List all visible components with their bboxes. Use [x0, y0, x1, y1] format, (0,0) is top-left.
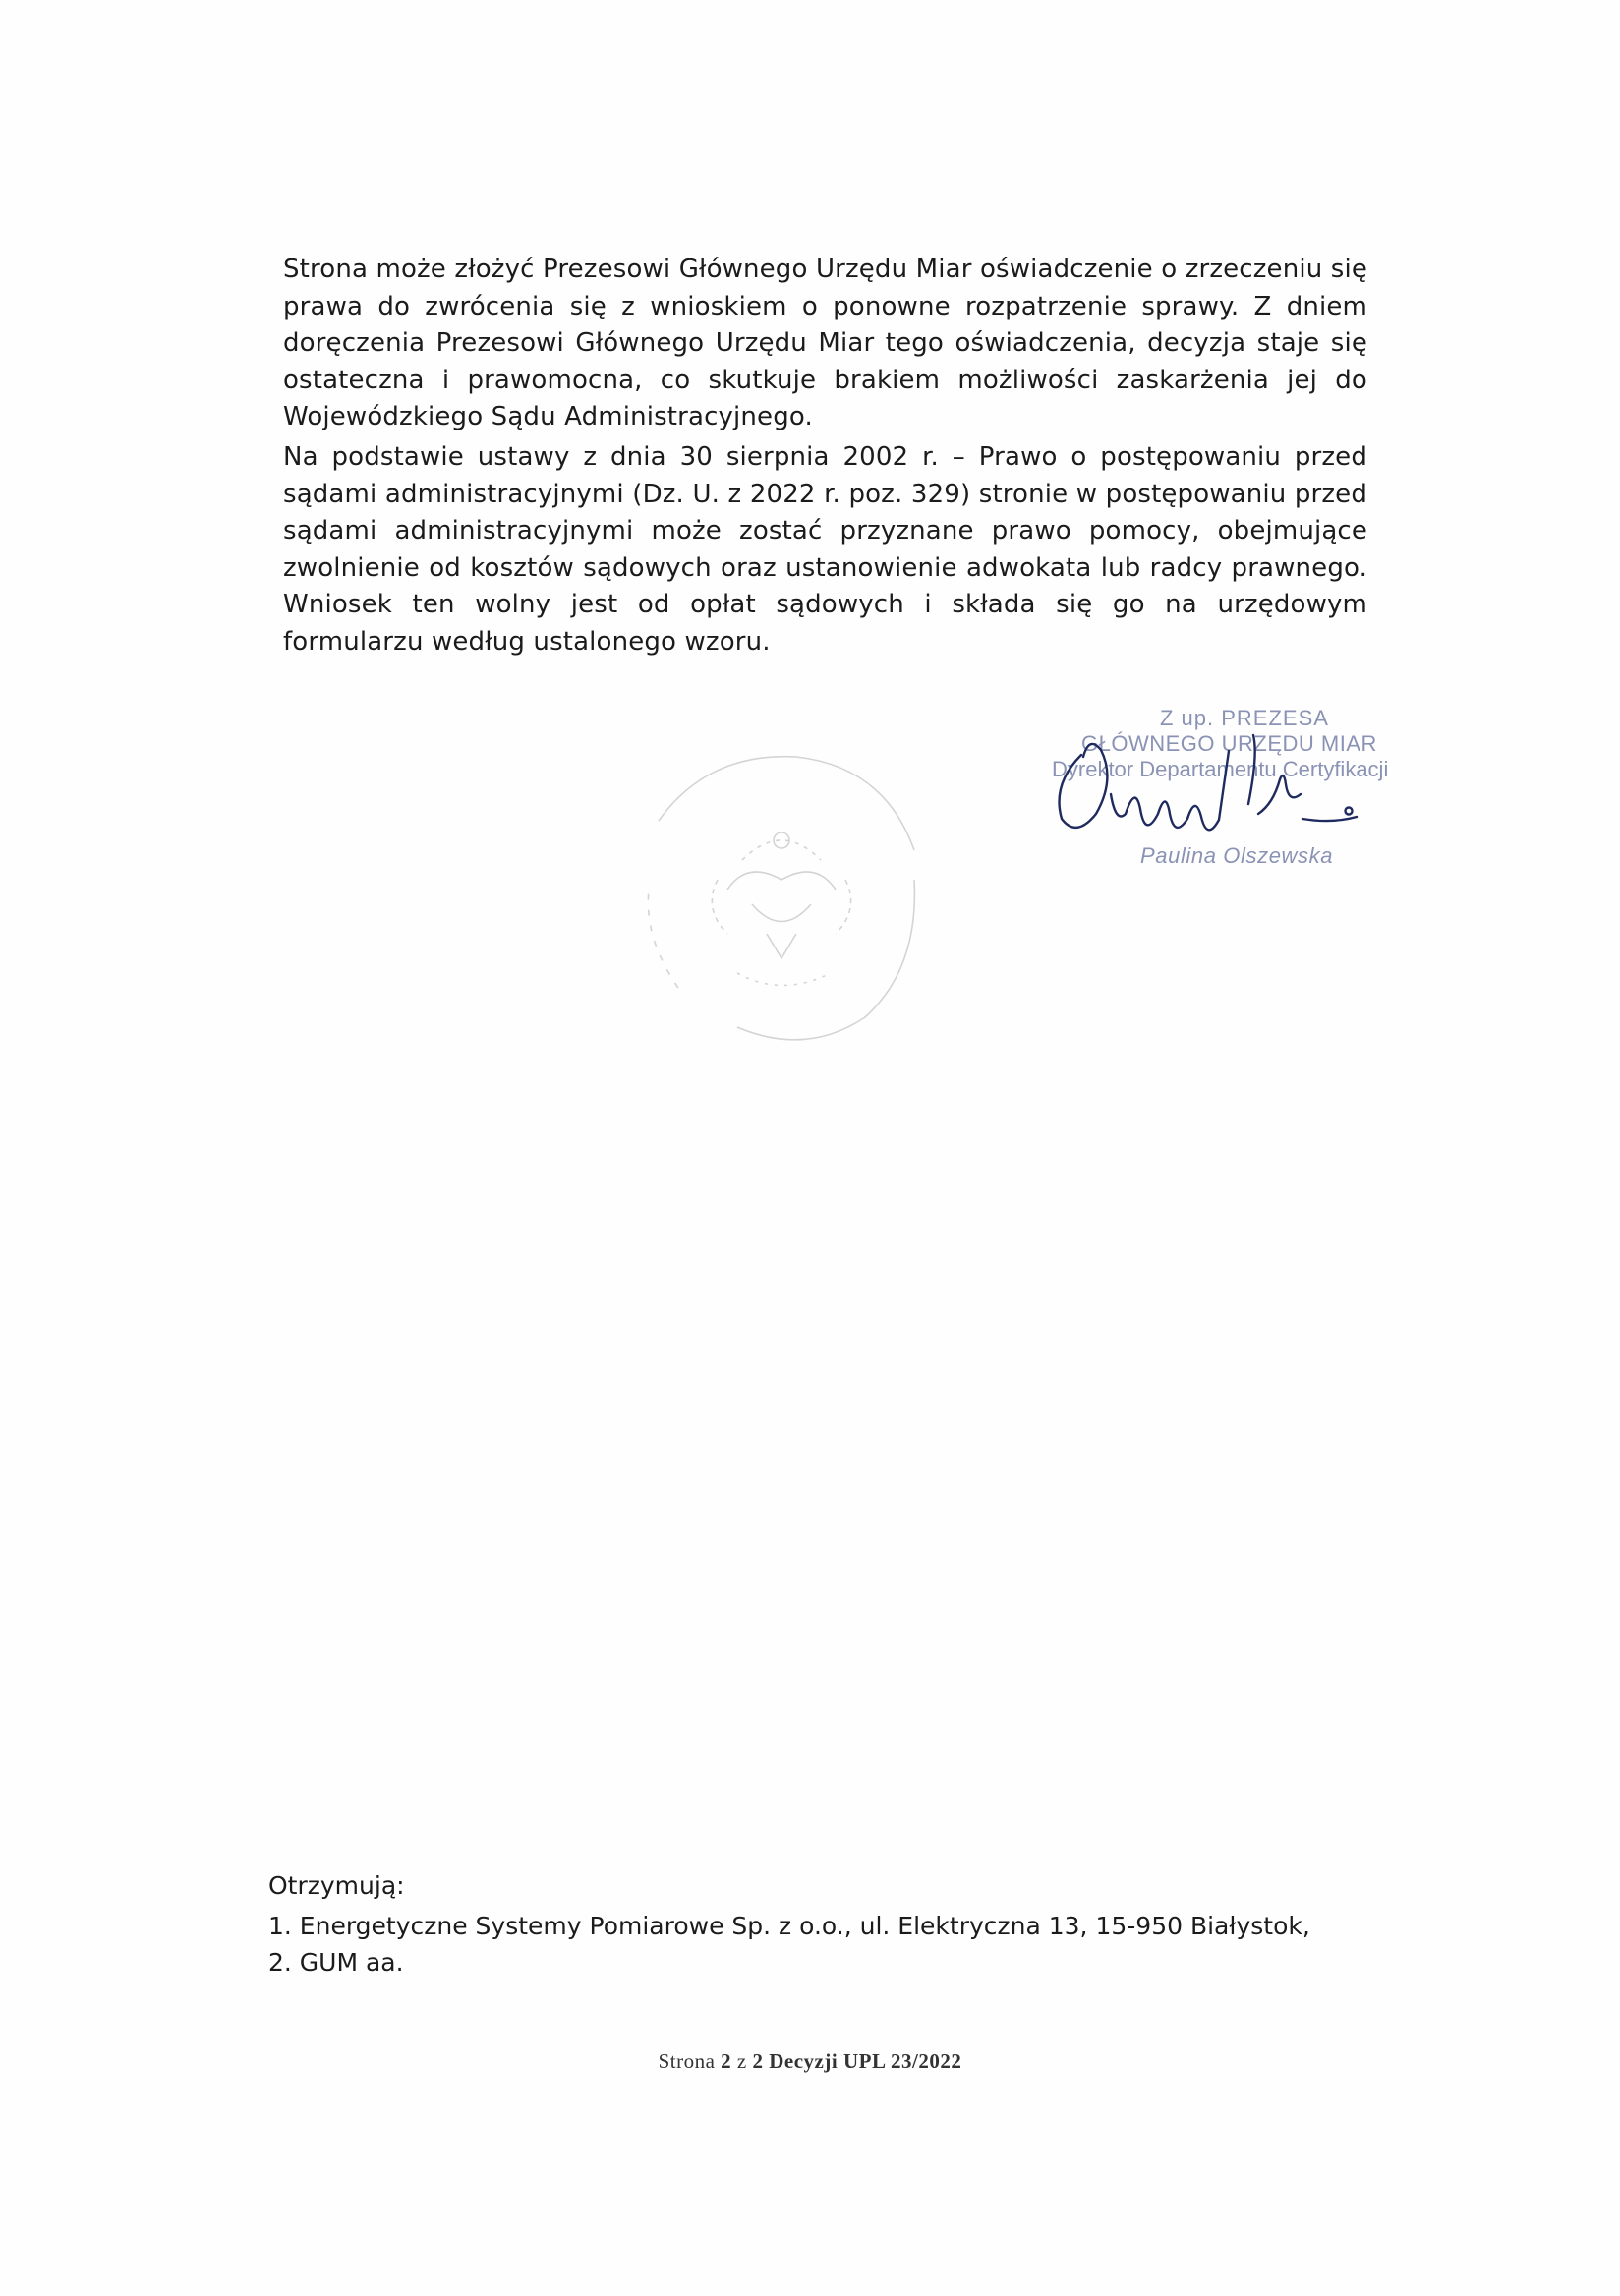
- recipients-heading: Otrzymują:: [268, 1871, 405, 1900]
- page-footer: [0, 2049, 1620, 2074]
- recipient-item: 2. GUM aa.: [268, 1948, 404, 1977]
- paragraph-legal-aid: Na podstawie ustawy z dnia 30 sierpnia 2002 r. – Prawo o postępowaniu przed sądami administracyjnymi (Dz. U. z 2022 r. poz. 329) stronie w postępowaniu przed sądami administracyjnymi może zostać przyznane prawo pomocy, obejmujące zwolnienie od kosztów sądowych oraz ustanowienie adwokata lub radcy prawnego. Wniosek ten wolny jest od opłat sądowych i składa się go na urzędowym formularzu według ustalonego wzoru.: [283, 442, 1367, 657]
- signature-block: [1042, 696, 1455, 892]
- footer-prefix: Strona: [658, 2049, 722, 2073]
- stamp-line-authority: Z up. PREZESA: [1160, 706, 1329, 730]
- stamp-line-position: Dyrektor Departamentu Certyfikacji: [1052, 757, 1389, 781]
- stamp-line-office: GŁÓWNEGO URZĘDU MIAR: [1081, 731, 1377, 756]
- footer-document-id: Decyzji UPL 23/2022: [763, 2049, 962, 2073]
- recipients-section: [268, 1867, 1310, 1980]
- footer-of: z: [731, 2049, 753, 2073]
- signatory-name: Paulina Olszewska: [1140, 843, 1334, 868]
- footer-total-pages: 2: [752, 2049, 764, 2073]
- recipients-list: [268, 1908, 1310, 1980]
- footer-page-number: 2: [721, 2049, 732, 2073]
- paragraph-waiver: Strona może złożyć Prezesowi Głównego Urzędu Miar oświadczenie o zrzeczeniu się prawa do zwrócenia się z wnioskiem o ponowne rozpatrzenie sprawy. Z dniem doręczenia Prezesowi Głównego Urzędu Miar tego oświadczenia, decyzja staje się ostateczna i prawomocna, co skutkuje brakiem możliwości zaskarżenia jej do Wojewódzkiego Sądu Administracyjnego.: [283, 255, 1367, 431]
- official-seal-icon: [619, 732, 944, 1057]
- recipient-item: 1. Energetyczne Systemy Pomiarowe Sp. z o.o., ul. Elektryczna 13, 15-950 Białystok,: [268, 1912, 1310, 1940]
